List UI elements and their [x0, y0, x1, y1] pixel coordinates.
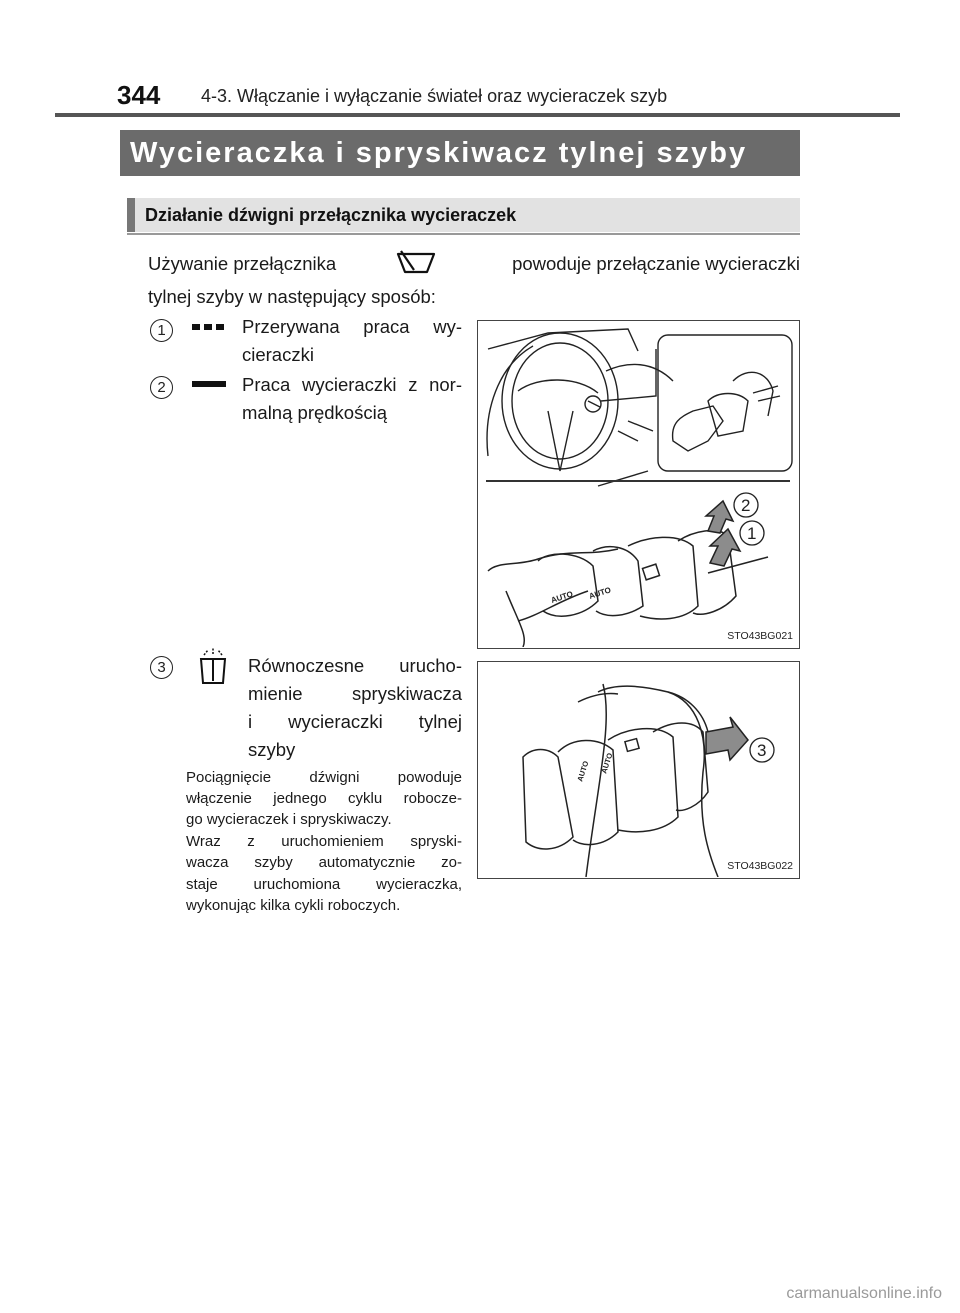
item-number: 3: [150, 656, 173, 679]
lever-label-auto: AUTO: [549, 589, 575, 605]
header-divider: [55, 113, 900, 117]
note-line: włączenie jednego cyklu robocze-: [186, 790, 462, 807]
subsection-title: Działanie dźwigni przełącznika wycieraczek: [127, 198, 800, 232]
subsection-divider: [127, 233, 800, 235]
lever-label-auto: AUTO: [587, 585, 613, 601]
rear-washer-icon: [196, 647, 230, 687]
intro-text-line2: tylnej szyby w następujący sposób:: [148, 286, 436, 307]
item-3-text-line2: mienie spryskiwacza: [248, 683, 462, 704]
rear-wiper-switch-icon: [394, 248, 438, 278]
callout-number: 1: [747, 524, 757, 543]
intro-text-end: powoduje przełączanie wycieraczki: [512, 253, 800, 274]
item-3-text-line1: Równoczesne urucho-: [248, 655, 462, 676]
lever-pull-illustration: [478, 662, 798, 877]
lever-label-auto: AUTO: [575, 759, 591, 783]
lever-label-auto: AUTO: [599, 751, 615, 775]
figure-code: STO43BG022: [727, 860, 793, 872]
figure-code: STO43BG021: [727, 630, 793, 642]
note-line: Wraz z uruchomieniem spryski-: [186, 833, 462, 850]
callout-number: 2: [741, 496, 751, 515]
steering-wheel-lever-illustration: [478, 321, 798, 647]
watermark-text: carmanualsonline.info: [786, 1285, 942, 1302]
chapter-title: 4-3. Włączanie i wyłączanie świateł oraz wycieraczek szyb: [201, 86, 668, 106]
item-3-text-line3: i wycieraczki tylnej: [248, 711, 462, 732]
solid-bar-icon: [192, 380, 226, 388]
note-line: staje uruchomiona wycieraczka,: [186, 876, 462, 893]
section-title: Wycieraczka i spryskiwacz tylnej szyby: [120, 130, 800, 176]
item-1-text-line1: Przerywana praca wy-: [242, 316, 462, 337]
item-number: 2: [150, 376, 173, 399]
intro-text-start: Używanie przełącznika: [148, 253, 337, 274]
note-line: wykonując kilka cykli roboczych.: [186, 897, 401, 914]
item-2-text-line1: Praca wycieraczki z nor-: [242, 374, 462, 395]
callout-number: 3: [757, 741, 767, 760]
item-2-text-line2: malną prędkością: [242, 402, 387, 423]
item-1-text-line2: cieraczki: [242, 344, 314, 365]
intermittent-dashes-icon: [192, 322, 224, 332]
note-line: go wycieraczek i spryskiwaczy.: [186, 811, 392, 828]
note-line: wacza szyby automatycznie zo-: [186, 854, 462, 871]
lever-diagram-figure-1: [477, 320, 800, 649]
note-line: Pociągnięcie dźwigni powoduje: [186, 769, 462, 786]
lever-diagram-figure-2: [477, 661, 800, 879]
item-3-text-line4: szyby: [248, 739, 296, 760]
item-number: 1: [150, 319, 173, 342]
page-number: 344: [117, 80, 161, 110]
